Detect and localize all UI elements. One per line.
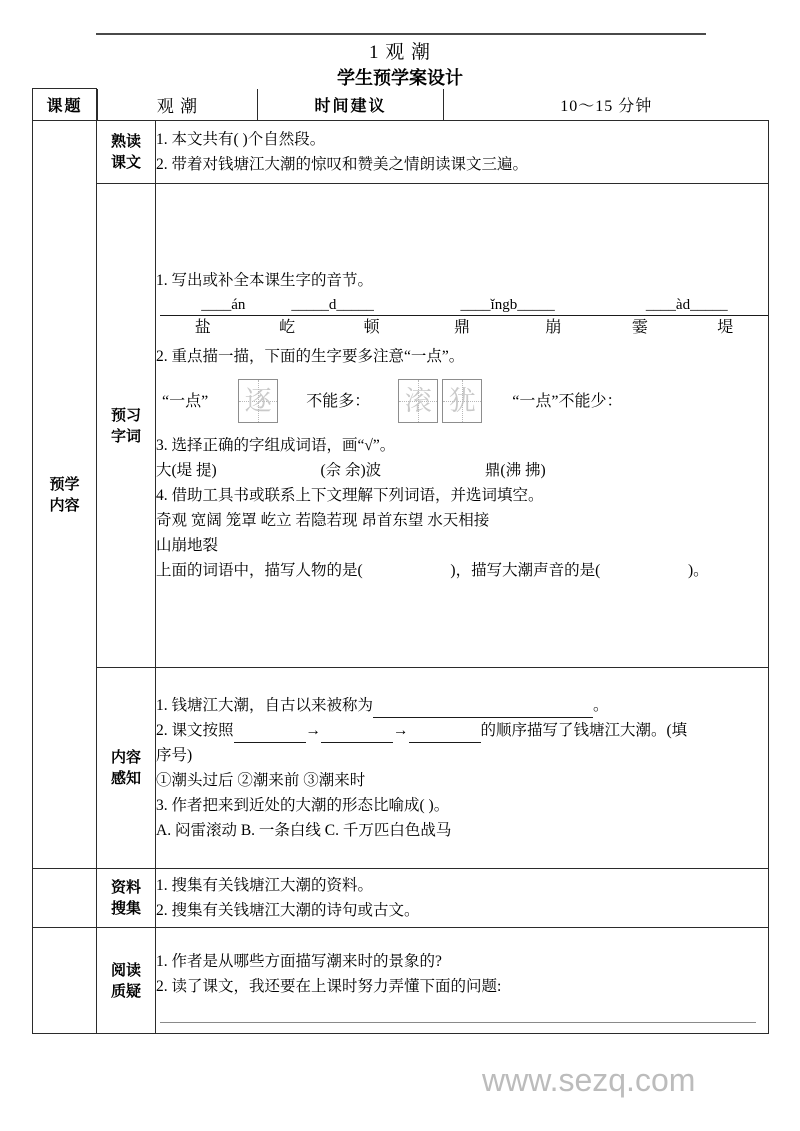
- pinyin-blank[interactable]: ____ǐng: [414, 296, 509, 316]
- materials-line-1: 1. 搜集有关钱塘江大潮的资料。: [156, 877, 374, 894]
- vocab-item-3-title: 3. 选择正确的字组成词语，画“√”。: [156, 437, 396, 454]
- fill-text-c: )。: [688, 562, 709, 579]
- pinyin-item[interactable]: [683, 296, 768, 340]
- row-read-text: [33, 121, 769, 184]
- row-questioning: [33, 928, 769, 1034]
- tracing-box-single[interactable]: [238, 379, 278, 423]
- vocab-body: [156, 184, 769, 668]
- questioning-outer-spacer: [33, 928, 97, 1034]
- pinyin-exercise-row[interactable]: [156, 296, 768, 340]
- tracing-exercise-row[interactable]: [156, 379, 768, 423]
- read-text-line-2: 2. 带着对钱塘江大潮的惊叹和赞美之情朗读课文三遍。: [156, 156, 529, 173]
- row-materials: [33, 869, 769, 928]
- comprehension-q2-blank-2[interactable]: [321, 726, 393, 743]
- vocab-item-4-title: 4. 借助工具书或联系上下文理解下列词语，并选词填空。: [156, 487, 544, 504]
- comprehension-q1-blank[interactable]: [373, 701, 593, 718]
- page-subtitle: 学生预学案设计: [337, 68, 463, 88]
- tracing-box-pair[interactable]: [398, 379, 482, 423]
- preview-content-outer-label: [33, 121, 97, 869]
- materials-outer-spacer: [33, 869, 97, 928]
- trace-prefix-text: “一点”: [162, 392, 209, 410]
- materials-body: [156, 869, 769, 928]
- vocab-fill-blank-line[interactable]: [156, 558, 768, 583]
- materials-line-2: 2. 搜集有关钱塘江大潮的诗句或古文。: [156, 902, 420, 919]
- comprehension-q1[interactable]: [156, 693, 768, 718]
- read-text-label: 熟读 课文: [97, 121, 156, 184]
- trace-middle-text: 不能多：: [306, 392, 371, 410]
- row-vocab: [33, 184, 769, 668]
- pinyin-character: 鼎: [454, 319, 471, 336]
- comprehension-q2-cont: 序号): [156, 747, 193, 764]
- pinyin-blank[interactable]: b_____: [510, 296, 597, 316]
- subject-label: 课题: [33, 89, 97, 121]
- comprehension-q3-options[interactable]: A. 闷雷滚动 B. 一条白线 C. 千万匹白色战马: [156, 822, 452, 839]
- comprehension-q3[interactable]: 3. 作者把来到近处的大潮的形态比喻成( )。: [156, 797, 450, 814]
- pinyin-character: 盐: [194, 319, 211, 336]
- fill-text-b: )，描写大潮声音的是(: [450, 562, 601, 579]
- word-list-line-2: 山崩地裂: [156, 537, 219, 554]
- tracing-char-gun: 滚: [404, 385, 432, 416]
- tracing-char-you: 犹: [448, 385, 476, 416]
- vocab-item-1-title: 1. 写出或补全本课生字的音节。: [156, 272, 374, 289]
- pinyin-character: 堤: [717, 319, 734, 336]
- comprehension-q2-blank-3[interactable]: [409, 726, 481, 743]
- pinyin-blank[interactable]: _____: [245, 296, 328, 316]
- pinyin-blank[interactable]: ____à: [597, 296, 682, 316]
- comprehension-q2-text: 2. 课文按照: [156, 722, 234, 739]
- pinyin-blank[interactable]: d_____: [683, 296, 768, 316]
- comprehension-label: 内容 感知: [97, 668, 156, 869]
- vocab-label: 预习 字词: [97, 184, 156, 668]
- comprehension-body: [156, 668, 769, 869]
- pinyin-character: 顿: [363, 319, 380, 336]
- comprehension-q1-text: 1. 钱塘江大潮，自古以来被称为: [156, 697, 374, 714]
- pinyin-character: 崩: [545, 319, 562, 336]
- time-suggestion-value: 10～15 分钟: [444, 89, 769, 120]
- fill-text-a: 上面的词语中，描写人物的是(: [156, 562, 363, 579]
- tracing-box-you[interactable]: [442, 379, 482, 423]
- choice-2[interactable]: (佘 余)波: [320, 462, 382, 479]
- pinyin-blank[interactable]: d_____: [329, 296, 414, 316]
- preview-content-outer-label-text: 预学 内容: [49, 475, 80, 514]
- pinyin-item[interactable]: [414, 296, 509, 340]
- vocab-item-2-title: 2. 重点描一描，下面的生字要多注意“一点”。: [156, 348, 465, 365]
- pinyin-character: 屹: [279, 319, 296, 336]
- word-list-line-1: 奇观 宽阔 笼罩 屹立 若隐若现 昂首东望 水天相接: [156, 512, 490, 529]
- trace-suffix-text: “一点”不能少：: [512, 392, 623, 410]
- header-row: [33, 89, 769, 121]
- pinyin-item[interactable]: [329, 296, 414, 340]
- tracing-char-zhu: 逐: [244, 385, 272, 416]
- questioning-line-2: 2. 读了课文，我还要在上课时努力弄懂下面的问题:: [156, 977, 502, 995]
- comprehension-q1-period: 。: [593, 697, 609, 714]
- pinyin-item[interactable]: [597, 296, 682, 340]
- row-comprehension: [33, 668, 769, 869]
- read-text-line-1: 1. 本文共有( )个自然段。: [156, 131, 326, 148]
- comprehension-q2-blank-1[interactable]: [234, 726, 306, 743]
- title-divider-rule: [96, 33, 706, 35]
- main-table: [32, 88, 769, 1034]
- tracing-box-gun[interactable]: [398, 379, 438, 423]
- questioning-label: 阅读 质疑: [97, 928, 156, 1034]
- comprehension-q2-tail: 的顺序描写了钱塘江大潮。(填: [480, 722, 688, 739]
- pinyin-blank[interactable]: ____án: [160, 296, 245, 316]
- choice-3[interactable]: 鼎(沸 拂): [484, 462, 546, 479]
- comprehension-q2[interactable]: [156, 718, 768, 743]
- time-suggestion-label: 时间建议: [258, 89, 444, 120]
- choice-1[interactable]: 大(堤 提): [156, 462, 217, 479]
- comprehension-arrow-1: →: [305, 722, 322, 739]
- read-text-body: [156, 121, 769, 184]
- pinyin-item[interactable]: [160, 296, 245, 340]
- lesson-name: 观 潮: [98, 89, 258, 120]
- questioning-body: [156, 928, 769, 1034]
- vocab-choice-row[interactable]: [156, 458, 768, 483]
- page-title: 1 观 潮: [368, 42, 431, 63]
- pinyin-item[interactable]: [245, 296, 328, 340]
- materials-label: 资料 搜集: [97, 869, 156, 928]
- watermark: www.sezq.com: [482, 1062, 696, 1098]
- comprehension-arrow-2: →: [393, 722, 409, 739]
- questioning-line-1: 1. 作者是从哪些方面描写潮来时的景象的?: [156, 952, 442, 970]
- questioning-answer-rule[interactable]: [160, 1021, 756, 1023]
- pinyin-item[interactable]: [510, 296, 597, 340]
- pinyin-character: 霎: [631, 319, 648, 336]
- comprehension-q2-options[interactable]: ①潮头过后 ②潮来前 ③潮来时: [156, 772, 366, 789]
